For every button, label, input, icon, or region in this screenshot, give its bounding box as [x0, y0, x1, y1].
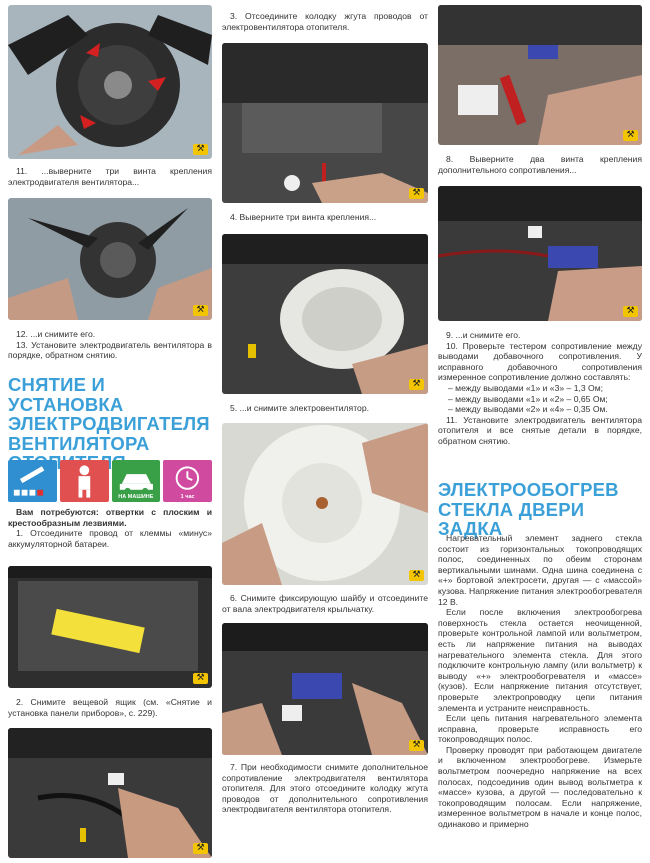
photo-fan-motor-screws-image	[8, 5, 212, 159]
photo-resistor-connector	[222, 623, 428, 755]
photo-blower-wheel-image	[222, 234, 428, 394]
caption-3-text: 3. Отсоедините колодку жгута проводов от электровентилятора отопителя.	[222, 11, 428, 32]
car-icon-label: НА МАШИНЕ	[118, 494, 154, 500]
wrench-icon: ⚒	[409, 188, 424, 199]
wrench-icon: ⚒	[193, 673, 208, 684]
photo-resistor-removed	[438, 186, 642, 321]
wrench-icon: ⚒	[409, 740, 424, 751]
photo-glovebox	[8, 566, 212, 688]
heading-rear-heater: ЭЛЕКТРООБОГРЕВ СТЕКЛА ДВЕРИ ЗАДКА	[438, 479, 619, 539]
clock-icon	[163, 460, 212, 502]
resistance-item-2-4: – между выводами «2» и «4» – 0,35 Ом.	[448, 404, 608, 415]
caption-11	[8, 166, 212, 187]
person-icon	[60, 460, 109, 502]
photo-fan-connector	[222, 43, 428, 203]
caption-10-text: 10. Проверьте тестером сопротивление между выводами добавочного сопротивления. У исправного добавочного сопротивления измеренное сопротивление должно составлять:	[438, 340, 642, 383]
caption-4-text: 4. Выверните три винта крепления...	[230, 212, 377, 222]
photo-blower-wheel	[222, 234, 428, 394]
tools-icon	[8, 460, 57, 502]
body-paragraph-4: Проверку проводят при работающем двигателе и включенном электрообогреве. Измерьте вольтметром поочередно напряжение на всех полосах, подсоединив один вывод вольтметра к «массе» кузова, а другой — последовательно к токопроводящим полосам. Если напряжение, измеренное вольтметром в начале и конце полос, одинаково и примерно	[438, 744, 642, 830]
caption-9-text: 9. ...и снимите его.	[446, 330, 521, 340]
tool-icons-row	[8, 460, 212, 502]
caption-6	[222, 593, 428, 614]
caption-6-text: 6. Снимите фиксирующую шайбу и отсоедините от вала электродвигателя крыльчатку.	[222, 593, 428, 614]
caption-13-text: 13. Установите электродвигатель вентилятора в порядке, обратном снятию.	[8, 339, 212, 361]
photo-fan-connector-image	[222, 43, 428, 203]
wrench-icon: ⚒	[193, 144, 208, 155]
clock-icon-label: 1 час	[180, 494, 195, 500]
caption-9-11	[438, 330, 642, 447]
photo-resistor-screws-image	[438, 5, 642, 145]
caption-8-text: 8. Выверните два винта крепления дополнительного сопротивления...	[438, 154, 642, 175]
photo-under-dash	[8, 728, 212, 858]
photo-resistor-connector-image	[222, 623, 428, 755]
caption-3	[222, 11, 428, 32]
caption-1-text: 1. Отсоедините провод от клеммы «минус» аккумуляторной батареи.	[8, 528, 212, 549]
resistance-item-1-2: – между выводами «1» и «2» – 0,65 Ом;	[448, 393, 608, 404]
caption-2-text: 2. Снимите вещевой ящик (см. «Снятие и установка панели приборов», с. 229).	[8, 697, 212, 718]
caption-8	[438, 154, 642, 175]
wrench-icon: ⚒	[193, 843, 208, 854]
tools-and-step-1	[8, 507, 212, 549]
heading-fan-motor: СНЯТИЕ И УСТАНОВКА ЭЛЕКТРОДВИГАТЕЛЯ ВЕНТИЛЯТОРА	[8, 374, 210, 454]
caption-2	[8, 697, 212, 718]
photo-fan-motor-removed-image	[8, 198, 212, 320]
photo-fan-motor-screws	[8, 5, 212, 159]
photo-impeller-image	[222, 423, 428, 585]
car-icon	[112, 460, 161, 502]
caption-11-text: 11. ...выверните три винта крепления электродвигателя вентилятора...	[8, 166, 212, 187]
photo-glovebox-image	[8, 566, 212, 688]
body-paragraph-2: Если после включения электрообогрева поверхность стекла остается неочищенной, проверьте контрольной лампой или вольтметром, есть ли напряжение питания на выводах нагревательного элемента стекла. Для этого подключите контрольную лампу (или вольтметр) к выводу «+» электрообогревателя и «массе» (кузов). Если напряжение питания отсутствует, проверьте электропроводку цепи питания элемента и устраните неисправность.	[438, 607, 642, 713]
photo-impeller	[222, 423, 428, 585]
caption-5	[222, 403, 428, 414]
body-paragraph-1: Нагревательный элемент заднего стекла состоит из горизонтальных токопроводящих полос, соединенных по обеим сторонам вертикальными шинами. Одна шина соединена с «+» бортовой электросети, другая — с «массой» кузова. Напряжение питания электрообогревателя 12 В.	[438, 533, 642, 607]
photo-resistor-screws	[438, 5, 642, 145]
body-paragraph-3: Если цепь питания нагревательного элемента исправна, проверьте исправность его токопроводящих полос.	[438, 713, 642, 745]
caption-11b-text: 11. Установите электродвигатель вентилятора отопителя и все снятые детали в порядке, обратном снятию.	[438, 414, 642, 446]
wrench-icon: ⚒	[623, 130, 638, 141]
caption-7-text: 7. При необходимости снимите дополнительное сопротивление электродвигателя вентилятора отопителя. Для этого отсоедините колодку жгута проводов от дополнительного сопротивления электродвигателя вентилятора отопителя.	[222, 762, 428, 815]
wrench-icon: ⚒	[193, 305, 208, 316]
caption-4	[222, 212, 428, 223]
wrench-icon: ⚒	[409, 379, 424, 390]
rear-heater-body	[438, 533, 642, 830]
caption-12-13	[8, 329, 212, 361]
tools-required-text: Вам потребуются: отвертки с плоским и крестообразным лезвиями.	[8, 507, 212, 528]
photo-fan-motor-removed	[8, 198, 212, 320]
caption-12-text: 12. ...и снимите его.	[16, 329, 96, 339]
resistance-item-1-3: – между выводами «1» и «3» – 1,3 Ом;	[448, 382, 604, 393]
caption-7	[222, 762, 428, 815]
wrench-icon: ⚒	[409, 570, 424, 581]
wrench-icon: ⚒	[623, 306, 638, 317]
caption-5-text: 5. ...и снимите электровентилятор.	[230, 403, 369, 413]
photo-under-dash-image	[8, 728, 212, 858]
photo-resistor-removed-image	[438, 186, 642, 321]
